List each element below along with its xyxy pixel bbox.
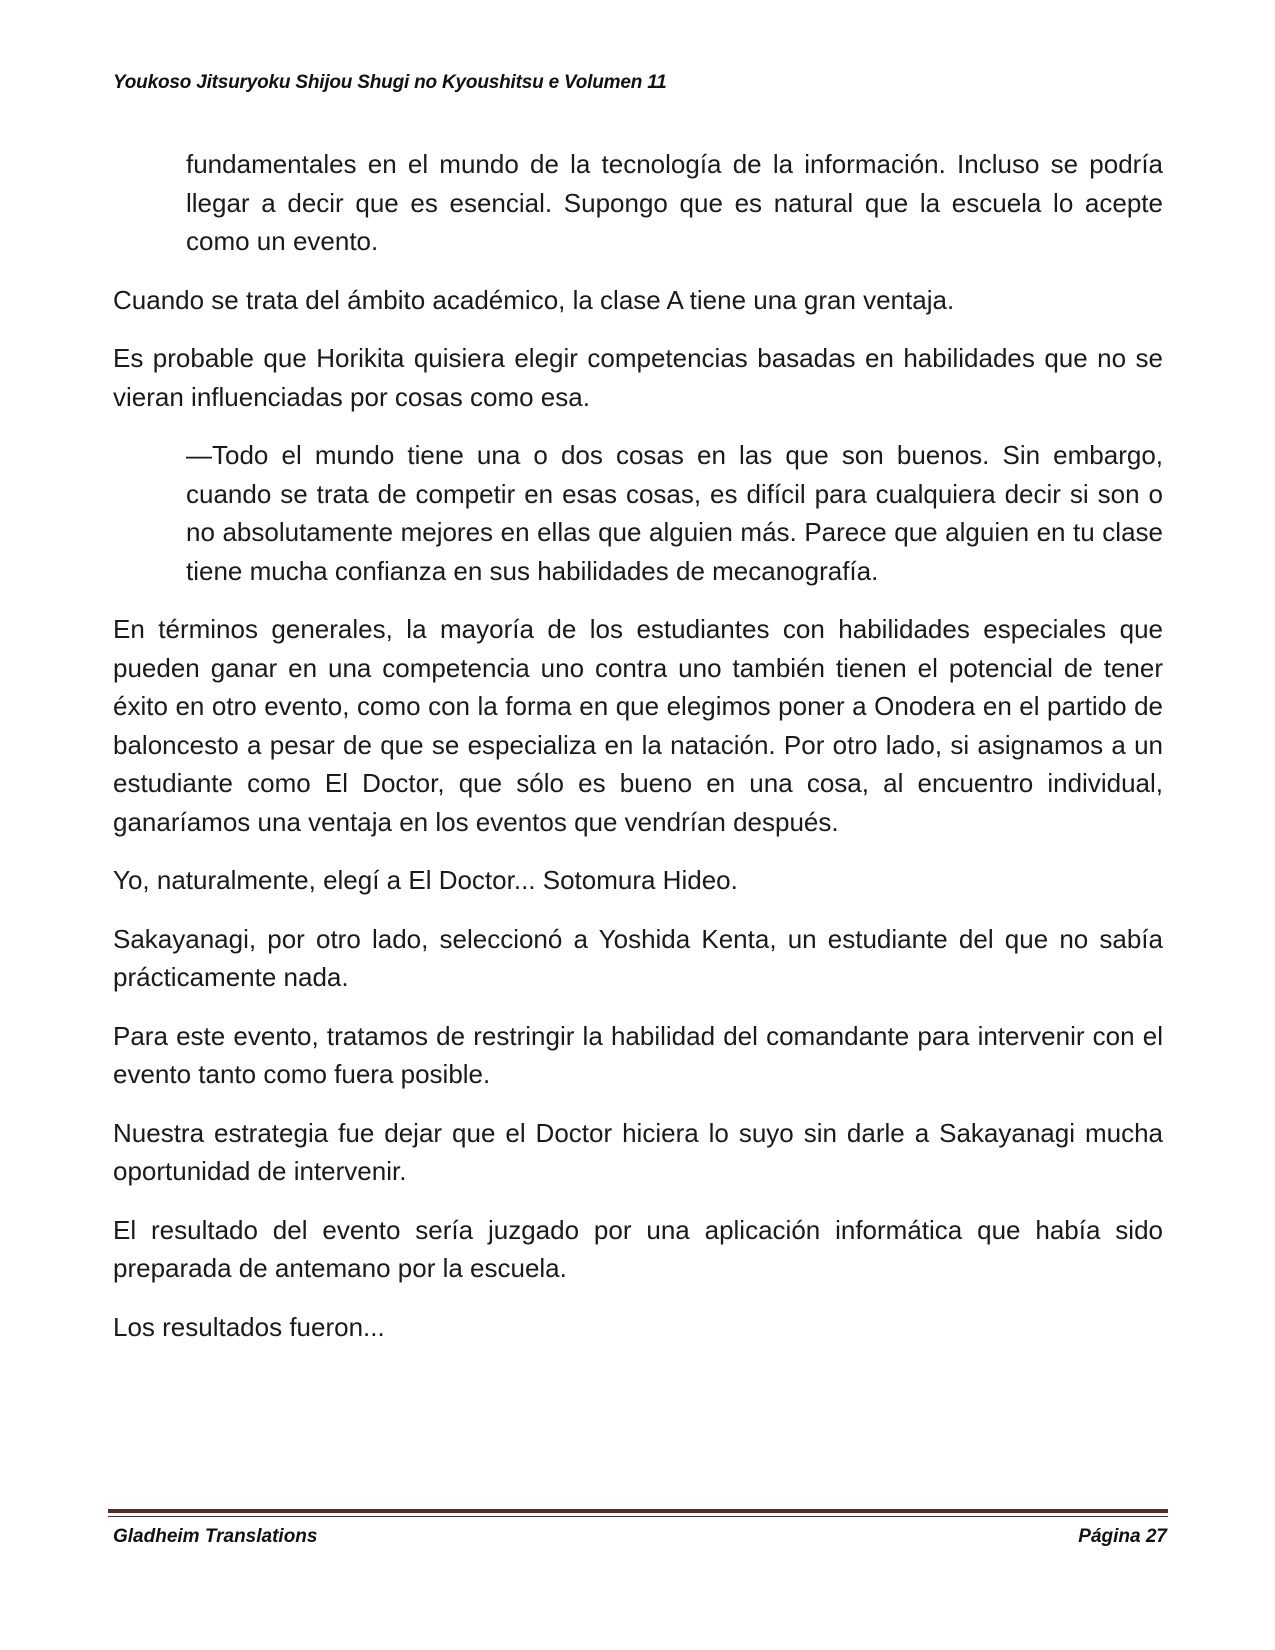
paragraph-quote-1: fundamentales en el mundo de la tecnología de la información. Incluso se podría llegar a decir que es esencial. Supongo que es natural que la escuela lo acepte como un evento.	[186, 149, 1163, 256]
paragraph-8: Para este evento, tratamos de restringir la habilidad del comandante para intervenir con el evento tanto como fuera posible.	[113, 1020, 1163, 1089]
paragraph-9: Nuestra estrategia fue dejar que el Doctor hiciera lo suyo sin darle a Sakayanagi mucha oportunidad de intervenir.	[113, 1117, 1163, 1186]
paragraph-5: En términos generales, la mayoría de los estudiantes con habilidades especiales que pueden ganar en una competencia uno contra uno también tienen el potencial de tener éxito en otro evento, como con la forma en que elegimos poner a Onodera en el partido de baloncesto a pesar de que se especializa en la natación. Por otro lado, si asignamos a un estudiante como El Doctor, que sólo es bueno en una cosa, al encuentro individual, ganaríamos una ventaja en los eventos que vendrían después.	[113, 614, 1163, 837]
paragraph-3: Es probable que Horikita quisiera elegir competencias basadas en habilidades que no se vieran influenciadas por cosas como esa.	[113, 343, 1163, 412]
page-body	[113, 145, 1163, 1346]
paragraph-6: Yo, naturalmente, elegí a El Doctor... Sotomura Hideo.	[113, 865, 738, 895]
paragraph-2: Cuando se trata del ámbito académico, la clase A tiene una gran ventaja.	[113, 284, 955, 315]
paragraph-10: El resultado del evento sería juzgado por una aplicación informática que había sido preparada de antemano por la escuela.	[113, 1214, 1163, 1283]
footer-page-number: Página 27	[1078, 1526, 1167, 1547]
paragraph-quote-4: —Todo el mundo tiene una o dos cosas en las que son buenos. Sin embargo, cuando se trata de competir en esas cosas, es difícil para cualquiera decir si son o no absolutamente mejores en ellas que alguien más. Parece que alguien en tu clase tiene mucha confianza en sus habilidades de mecanografía.	[186, 440, 1163, 586]
footer-translator: Gladheim Translations	[113, 1526, 318, 1547]
page-header-title: Youkoso Jitsuryoku Shijou Shugi no Kyoushitsu e Volumen 11	[113, 72, 667, 93]
paragraph-11: Los resultados fueron...	[113, 1311, 385, 1342]
paragraph-7: Sakayanagi, por otro lado, seleccionó a Yoshida Kenta, un estudiante del que no sabía prácticamente nada.	[113, 923, 1163, 992]
footer-divider	[108, 1509, 1168, 1517]
